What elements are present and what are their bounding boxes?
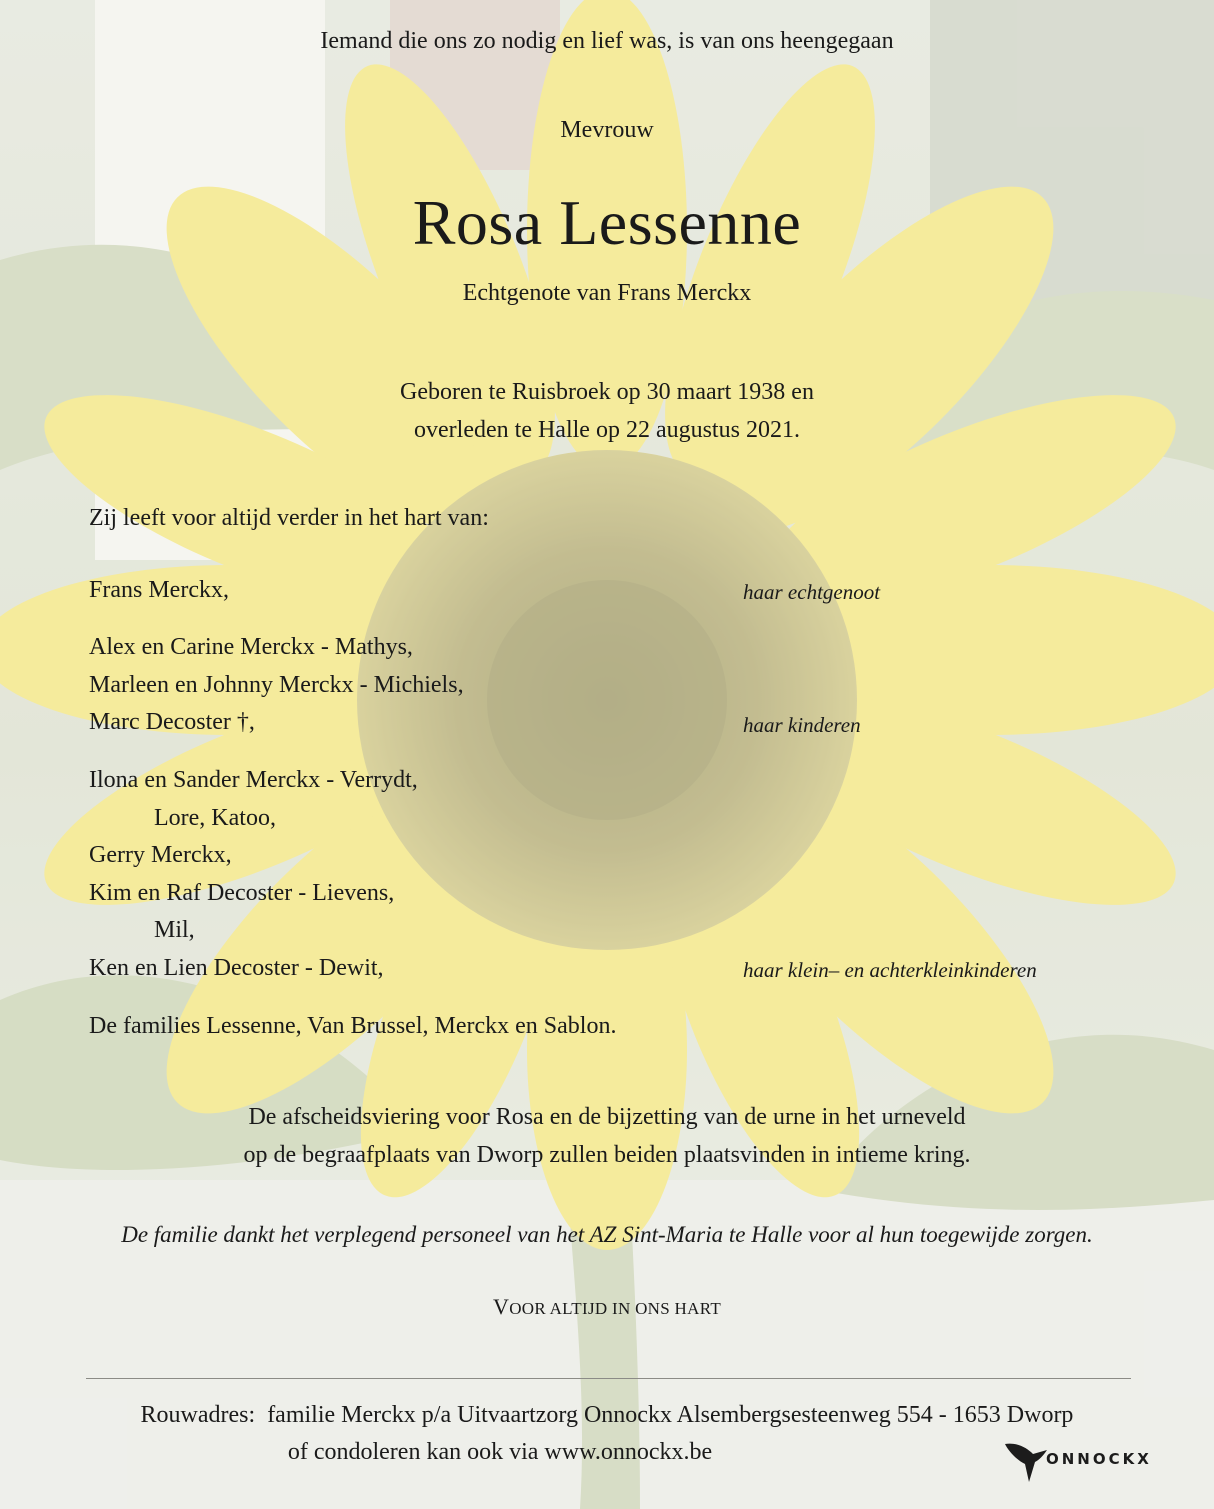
- onnockx-logo-text: ONNOCKX: [1046, 1450, 1152, 1468]
- death-line: overleden te Halle op 22 augustus 2021.: [414, 417, 800, 443]
- family-name-line: Kim en Raf Decoster - Lievens,: [89, 880, 395, 906]
- condolence-line: of condoleren kan ook via www.onnockx.be: [287, 1439, 713, 1465]
- intro-line: Iemand die ons zo nodig en lief was, is van ons heengegaan: [320, 28, 894, 54]
- lives-on-heading: Zij leeft voor altijd verder in het hart van:: [89, 505, 489, 531]
- birth-death-dates: [0, 373, 1214, 449]
- family-name-line: Marleen en Johnny Merckx - Michiels,: [89, 672, 464, 698]
- family-name-line: Gerry Merckx,: [89, 842, 232, 868]
- deceased-name: Rosa Lessenne: [412, 187, 802, 258]
- ceremony-line: De afscheidsviering voor Rosa en de bijzetting van de urne in het urneveld: [248, 1104, 966, 1130]
- motto-initial: V: [493, 1294, 510, 1319]
- ceremony-line: op de begraafplaats van Dworp zullen beiden plaatsvinden in intieme kring.: [243, 1142, 971, 1168]
- family-name-line: Ilona en Sander Merckx - Verrydt,: [89, 767, 418, 793]
- salutation: Mevrouw: [560, 117, 654, 143]
- families-line: De families Lessenne, Van Brussel, Merckx en Sablon.: [89, 1013, 617, 1039]
- divider: [86, 1378, 1131, 1379]
- family-name-line: Lore, Katoo,: [154, 805, 276, 831]
- family-name-line: Mil,: [154, 917, 195, 943]
- family-name-line: Marc Decoster †,: [89, 709, 255, 735]
- motto: [0, 1294, 1214, 1320]
- mourning-address: Rouwadres: familie Merckx p/a Uitvaartzorg Onnockx Alsembergsesteenweg 554 - 1653 Dworp: [140, 1402, 1074, 1428]
- family-name-line: Ken en Lien Decoster - Dewit,: [89, 955, 384, 981]
- motto-rest: OOR ALTIJD IN ONS HART: [509, 1299, 721, 1318]
- family-name-line: Alex en Carine Merckx - Mathys,: [89, 634, 413, 660]
- spouse-line: Echtgenote van Frans Merckx: [462, 280, 752, 306]
- ceremony-notice: [0, 1098, 1214, 1174]
- family-name-line: Frans Merckx,: [89, 577, 229, 603]
- birth-line: Geboren te Ruisbroek op 30 maart 1938 en: [400, 379, 814, 405]
- relation-label-children: haar kinderen: [743, 713, 861, 737]
- relation-label-spouse: haar echtgenoot: [743, 580, 881, 604]
- thanks-line: De familie dankt het verplegend personeel van het AZ Sint-Maria te Halle voor al hun toegewijde zorgen.: [121, 1222, 1093, 1247]
- relation-label-grandchildren: haar klein– en achterkleinkinderen: [743, 958, 1037, 982]
